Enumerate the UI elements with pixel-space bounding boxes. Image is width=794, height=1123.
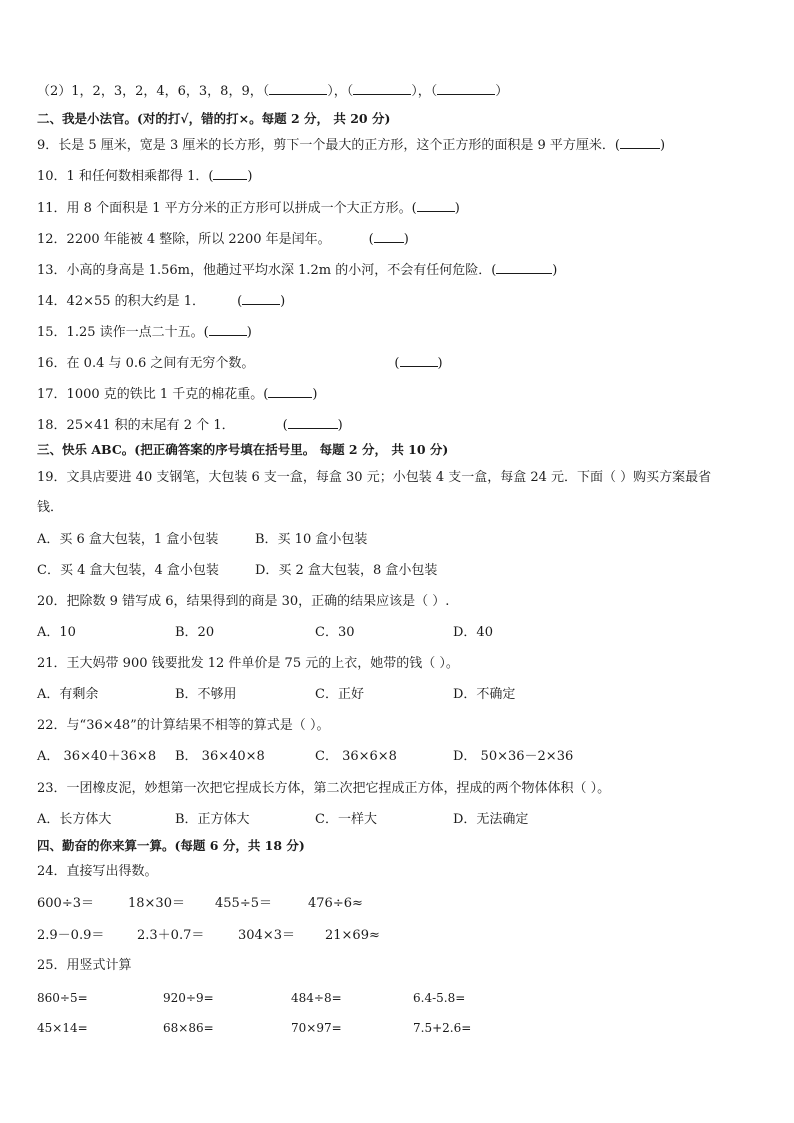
q23-option-a[interactable]: A．长方体大 (37, 812, 112, 827)
q12-answer-blank[interactable] (374, 231, 404, 243)
q24-expr: 600÷3＝ (37, 896, 94, 911)
q10-close: ) (247, 169, 253, 184)
q17-close: ) (312, 387, 318, 402)
q21-text: 21．王大妈带 900 钱要批发 12 件单价是 75 元的上衣，她带的钱（ ）。 (37, 656, 459, 671)
q11-line (37, 200, 460, 217)
q12-text: 12．2200 年能被 4 整除，所以 2200 年是闰年。 (37, 232, 331, 247)
q18-answer-blank[interactable] (288, 417, 338, 429)
q24-text: 24．直接写出得数。 (37, 864, 158, 879)
q12-close: ) (403, 232, 409, 247)
q24-expr: 2.3＋0.7＝ (137, 928, 205, 943)
q22-option-d[interactable]: D． 50×36－2×36 (453, 749, 574, 764)
q18-text: 18．25×41 积的末尾有 2 个 1． (37, 418, 235, 433)
q24-expr: 18×30＝ (128, 896, 185, 911)
q8-answer-blank-2[interactable] (353, 83, 411, 95)
q20-option-c[interactable]: C．30 (315, 625, 355, 640)
q23-option-c[interactable]: C．一样大 (315, 812, 377, 827)
q17-line (37, 386, 317, 403)
q9-close: ) (659, 138, 666, 153)
q14-line (37, 293, 285, 310)
q20-option-d[interactable]: D．40 (453, 625, 493, 640)
q23-text: 23．一团橡皮泥，妙想第一次把它捏成长方体，第二次把它捏成正方体，捏成的两个物体体积（ ）。 (37, 781, 611, 796)
q24-expr: 476÷6≈ (308, 896, 363, 911)
q23-option-b[interactable]: B．正方体大 (175, 812, 250, 827)
q13-line (37, 262, 557, 279)
q19-option-b[interactable]: B．买 10 盒小包装 (255, 532, 368, 547)
q19-option-d[interactable]: D．买 2 盒大包装，8 盒小包装 (255, 563, 438, 578)
q21-option-d[interactable]: D．不确定 (453, 687, 516, 702)
q15-text: 15．1.25 读作一点二十五。( (37, 325, 209, 340)
q14-close: ) (280, 294, 286, 309)
q11-text: 11．用 8 个面积是 1 平方分米的正方形可以拼成一个大正方形。( (37, 201, 417, 216)
q25-expr: 920÷9= (163, 991, 214, 1005)
q8-part2-prefix: （2）1，2，3，2，4，6，3，8，9，（ (37, 84, 270, 99)
q16-line (37, 355, 443, 372)
q16-close: ) (437, 356, 443, 371)
q25-expr: 45×14= (37, 1021, 88, 1035)
q12-open: ( (368, 232, 374, 247)
q22-option-c[interactable]: C． 36×6×8 (315, 749, 397, 764)
section4-title: 四、勤奋的你来算一算。(每题 6 分，共 18 分) (37, 838, 305, 853)
q21-option-a[interactable]: A．有剩余 (37, 687, 99, 702)
q20-text: 20．把除数 9 错写成 6，结果得到的商是 30，正确的结果应该是（ ）. (37, 594, 450, 609)
q13-answer-blank[interactable] (496, 262, 552, 274)
q18-open: ( (282, 418, 288, 433)
q8-part2-sep1: ），（ (327, 84, 354, 99)
q16-answer-blank[interactable] (400, 355, 438, 367)
q24-expr: 21×69≈ (325, 928, 380, 943)
q24-expr: 304×3＝ (238, 928, 295, 943)
q22-option-a[interactable]: A． 36×40＋36×8 (37, 749, 157, 764)
q16-open: ( (394, 356, 400, 371)
q19-line1: 19．文具店要进 40 支钢笔，大包装 6 支一盒，每盒 30 元；小包装 4 支一盒，每盒 24 元．下面（ ）购买方案最省 (37, 470, 712, 485)
q25-text: 25．用竖式计算 (37, 958, 132, 973)
q8-part2-line (37, 83, 508, 100)
q25-expr: 70×97= (291, 1021, 342, 1035)
q25-expr: 860÷5= (37, 991, 88, 1005)
q10-answer-blank[interactable] (213, 168, 247, 180)
q19-option-c[interactable]: C．买 4 盒大包装，4 盒小包装 (37, 563, 219, 578)
q25-expr: 484÷8= (291, 991, 342, 1005)
q14-text: 14．42×55 的积大约是 1． (37, 294, 206, 309)
q10-line (37, 168, 253, 185)
q19-option-a[interactable]: A．买 6 盒大包装，1 盒小包装 (37, 532, 219, 547)
q18-line (37, 417, 343, 434)
q8-answer-blank-3[interactable] (437, 83, 495, 95)
q11-close: ) (454, 201, 460, 216)
q8-part2-sep2: ），（ (411, 84, 438, 99)
q12-line (37, 231, 409, 248)
q9-text: 9．长是 5 厘米，宽是 3 厘米的长方形，剪下一个最大的正方形，这个正方形的面积是 9 平方厘米．( (37, 138, 620, 153)
q17-text: 17．1000 克的铁比 1 千克的棉花重。( (37, 387, 269, 402)
q11-answer-blank[interactable] (417, 200, 455, 212)
q25-expr: 7.5+2.6= (413, 1021, 472, 1035)
section2-title: 二、我是小法官。(对的打√，错的打×。每题 2 分， 共 20 分) (37, 111, 391, 126)
q21-option-b[interactable]: B．不够用 (175, 687, 237, 702)
q19-line2: 钱． (37, 500, 64, 515)
q16-text: 16．在 0.4 与 0.6 之间有无穷个数。 (37, 356, 255, 371)
section3-title: 三、快乐 ABC。(把正确答案的序号填在括号里。 每题 2 分， 共 10 分) (37, 442, 449, 457)
q9-line (37, 137, 665, 154)
q23-option-d[interactable]: D．无法确定 (453, 812, 529, 827)
q25-expr: 6.4-5.8= (413, 991, 466, 1005)
q8-part2-suffix: ） (495, 84, 509, 99)
q25-expr: 68×86= (163, 1021, 214, 1035)
q9-answer-blank[interactable] (620, 137, 660, 149)
q24-expr: 455÷5＝ (215, 896, 272, 911)
q22-text: 22．与“36×48”的计算结果不相等的算式是（ ）。 (37, 718, 330, 733)
q20-option-b[interactable]: B．20 (175, 625, 215, 640)
q15-line (37, 324, 252, 341)
q17-answer-blank[interactable] (268, 386, 312, 398)
q21-option-c[interactable]: C．正好 (315, 687, 364, 702)
q13-text: 13．小高的身高是 1.56m，他趟过平均水深 1.2m 的小河，不会有任何危险．( (37, 263, 497, 278)
q13-close: ) (552, 263, 558, 278)
q15-close: ) (246, 325, 252, 340)
q14-answer-blank[interactable] (242, 293, 280, 305)
q15-answer-blank[interactable] (209, 324, 247, 336)
q24-expr: 2.9－0.9＝ (37, 928, 105, 943)
q10-text: 10．1 和任何数相乘都得 1．( (37, 169, 214, 184)
q22-option-b[interactable]: B． 36×40×8 (175, 749, 265, 764)
q14-open: ( (237, 294, 243, 309)
q20-option-a[interactable]: A．10 (37, 625, 76, 640)
q8-answer-blank-1[interactable] (269, 83, 327, 95)
q18-close: ) (337, 418, 343, 433)
